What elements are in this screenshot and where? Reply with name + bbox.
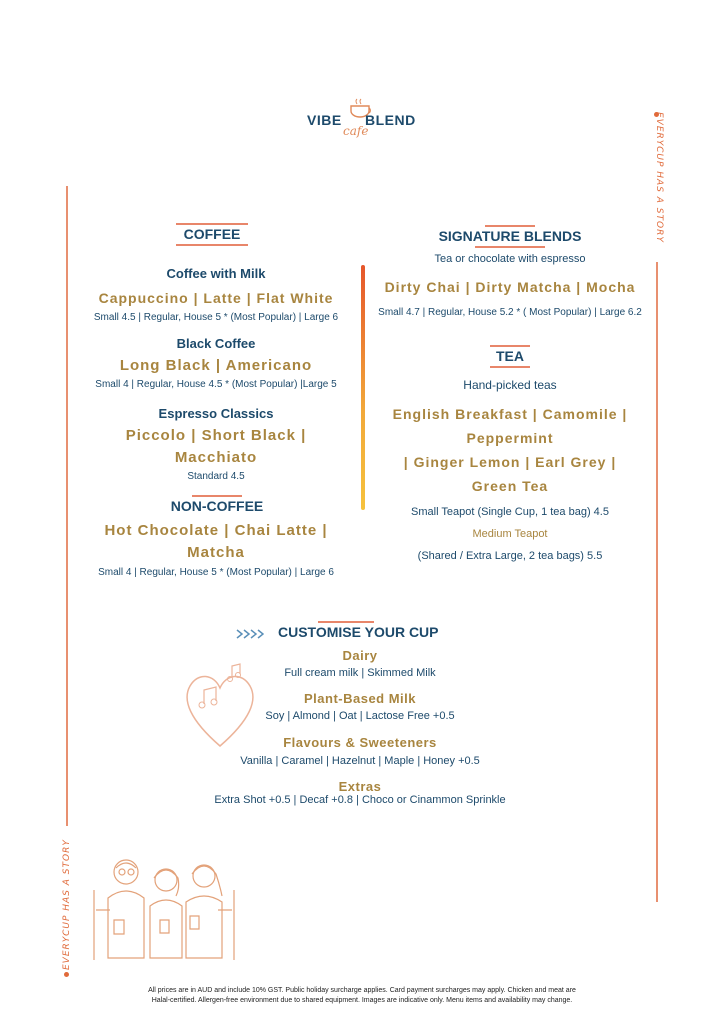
tea-title-text: TEA bbox=[496, 348, 524, 364]
non-coffee-prices: Small 4 | Regular, House 5 * (Most Popular) | Large 6 bbox=[98, 567, 334, 578]
coffee-with-milk-heading: Coffee with Milk bbox=[166, 266, 266, 281]
espresso-items-line2: Macchiato bbox=[174, 449, 258, 466]
tea-subtitle: Hand-picked teas bbox=[463, 378, 557, 392]
title-underline bbox=[485, 225, 535, 227]
coffee-title bbox=[176, 226, 248, 242]
coffee-with-milk-prices: Small 4.5 | Regular, House 5 * (Most Popular) | Large 6 bbox=[93, 312, 339, 323]
non-coffee-items-line1: Hot Chocolate | Chai Latte | bbox=[104, 522, 328, 539]
signature-items: Dirty Chai | Dirty Matcha | Mocha bbox=[384, 279, 636, 295]
black-coffee-items: Long Black | Americano bbox=[119, 357, 313, 374]
logo-word-left: VIBE bbox=[307, 112, 342, 128]
signature-subtitle: Tea or chocolate with espresso bbox=[434, 253, 586, 265]
column-divider bbox=[361, 265, 365, 510]
signature-title-text: SIGNATURE BLENDS bbox=[438, 228, 582, 244]
espresso-prices: Standard 4.5 bbox=[187, 471, 245, 482]
footer-line-1: All prices are in AUD and include 10% GST. Public holiday surcharge applies. Card payment surcharges may apply. Chicken and meat are bbox=[148, 987, 576, 994]
footer-note bbox=[110, 986, 614, 1006]
plant-options: Soy | Almond | Oat | Lactose Free +0.5 bbox=[265, 710, 455, 722]
tagline-dot-left bbox=[64, 972, 69, 977]
title-underline bbox=[176, 223, 248, 225]
title-underline bbox=[192, 495, 242, 497]
espresso-heading: Espresso Classics bbox=[158, 406, 274, 421]
left-border-line bbox=[66, 186, 68, 826]
plant-heading: Plant-Based Milk bbox=[303, 691, 417, 706]
logo-word-right: BLEND bbox=[365, 112, 416, 128]
tea-items-line1: English Breakfast | Camomile | bbox=[392, 406, 628, 422]
chevrons-icon bbox=[236, 628, 264, 640]
flavour-heading: Flavours & Sweeteners bbox=[283, 735, 437, 750]
flavour-options: Vanilla | Caramel | Hazelnut | Maple | Honey +0.5 bbox=[240, 755, 480, 767]
title-underline bbox=[490, 345, 530, 347]
tea-title bbox=[490, 348, 530, 364]
title-underline bbox=[176, 244, 248, 246]
friends-sketch-icon bbox=[86, 850, 242, 978]
tea-items-line4: Green Tea bbox=[471, 478, 549, 494]
black-coffee-heading: Black Coffee bbox=[176, 336, 256, 351]
brand-logo bbox=[305, 98, 420, 144]
title-underline bbox=[490, 366, 530, 368]
tagline-left: EVERYCUP HAS A STORY bbox=[62, 839, 72, 970]
extras-options: Extra Shot +0.5 | Decaf +0.8 | Choco or Cinammon Sprinkle bbox=[214, 794, 506, 806]
signature-prices: Small 4.7 | Regular, House 5.2 * ( Most Popular) | Large 6.2 bbox=[378, 307, 642, 318]
customise-title bbox=[278, 624, 444, 640]
dairy-heading: Dairy bbox=[342, 648, 378, 663]
tea-medium-label: Medium Teapot bbox=[472, 528, 548, 540]
non-coffee-items-line2: Matcha bbox=[187, 544, 245, 561]
right-border-line bbox=[656, 262, 658, 902]
logo-script: cafe bbox=[343, 124, 369, 138]
title-underline bbox=[475, 246, 545, 248]
non-coffee-title bbox=[162, 498, 272, 514]
coffee-title-text: COFFEE bbox=[183, 226, 241, 242]
espresso-items-line1: Piccolo | Short Black | bbox=[125, 427, 307, 444]
title-underline bbox=[318, 621, 374, 623]
footer-line-2: Halal-certified. Allergen-free environment due to shared equipment. Images are indicative only. Menu items and availability may change. bbox=[151, 997, 573, 1004]
customise-title-text: CUSTOMISE YOUR CUP bbox=[278, 624, 439, 640]
non-coffee-title-text: NON-COFFEE bbox=[170, 498, 264, 514]
tagline-right: EVERYCUP HAS A STORY bbox=[654, 112, 664, 243]
dairy-options: Full cream milk | Skimmed Milk bbox=[284, 667, 436, 679]
tea-items-line3: | Ginger Lemon | Earl Grey | bbox=[403, 454, 617, 470]
tea-medium: (Shared / Extra Large, 2 tea bags) 5.5 bbox=[417, 550, 603, 562]
tea-small: Small Teapot (Single Cup, 1 tea bag) 4.5 bbox=[411, 506, 609, 518]
black-coffee-prices: Small 4 | Regular, House 4.5 * (Most Popular) |Large 5 bbox=[95, 379, 337, 390]
signature-title bbox=[430, 228, 590, 244]
extras-heading: Extras bbox=[338, 779, 382, 794]
tea-items-line2: Peppermint bbox=[466, 430, 554, 446]
coffee-with-milk-items: Cappuccino | Latte | Flat White bbox=[98, 290, 334, 306]
